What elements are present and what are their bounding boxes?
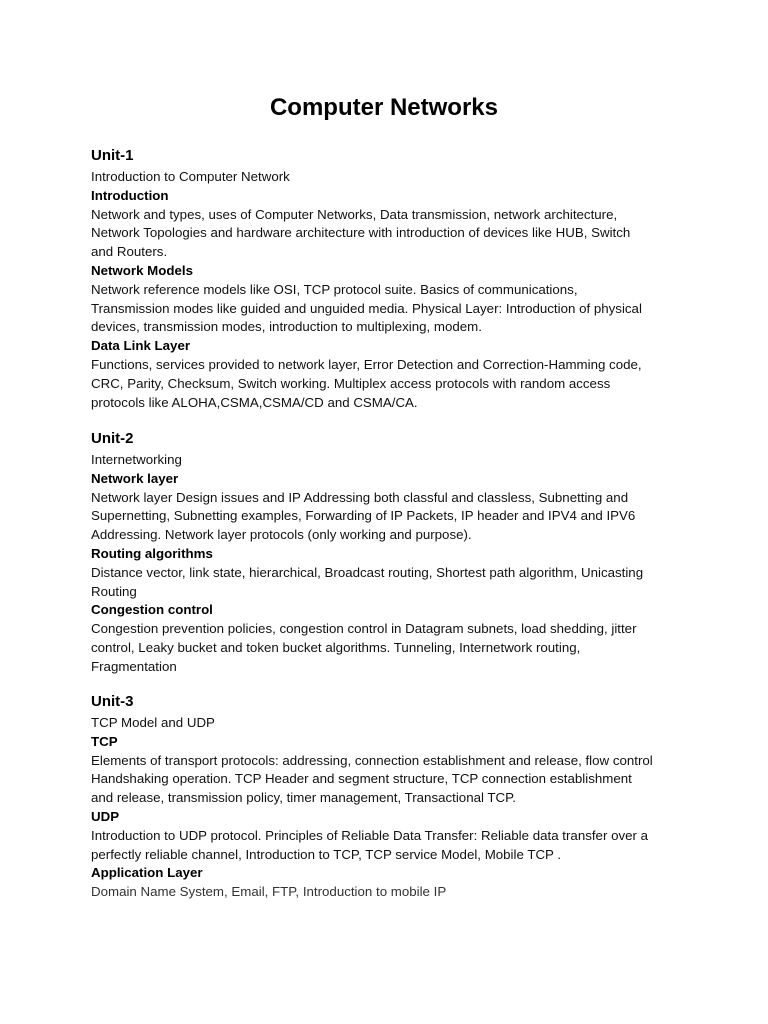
section-routing-algorithms-heading: Routing algorithms bbox=[91, 545, 213, 561]
section-introduction-heading: Introduction bbox=[91, 187, 169, 203]
section-data-link-layer-heading: Data Link Layer bbox=[91, 338, 191, 354]
unit-1-subtitle: Introduction to Computer Network bbox=[91, 169, 290, 184]
unit-1-heading: Unit-1 bbox=[91, 147, 134, 164]
section-udp-body: Introduction to UDP protocol. Principles of Reliable Data Transfer: Reliable data transfer over a perfectly reliable channel, Introduction to TCP, TCP service Model, Mobile TCP . bbox=[91, 827, 649, 862]
section-application-layer-body: Domain Name System, Email, FTP, Introduction to mobile IP bbox=[91, 884, 447, 900]
section-udp-heading: UDP bbox=[91, 808, 120, 824]
unit-3-heading: Unit-3 bbox=[91, 693, 134, 710]
page-title: Computer Networks bbox=[269, 94, 499, 121]
unit-2-subtitle: Internetworking bbox=[91, 452, 182, 467]
section-routing-algorithms-body: Distance vector, link state, hierarchical, Broadcast routing, Shortest path algorithm, Unicasting Routing bbox=[91, 564, 644, 599]
section-tcp-heading: TCP bbox=[91, 733, 118, 749]
unit-3-subtitle: TCP Model and UDP bbox=[91, 715, 215, 730]
section-data-link-layer-body: Functions, services provided to network layer, Error Detection and Correction-Hamming code, CRC, Parity, Checksum, Switch working. Multiplex access protocols with random access protocols like ALOHA,CSMA,CSMA/CD and CSMA/CA. bbox=[91, 356, 642, 410]
section-network-layer-body: Network layer Design issues and IP Addressing both classful and classless, Subnetting and Supernetting, Subnetting examples, Forwarding of IP Packets, IP header and IPV4 and IPV6 Addressing. Network layer protocols (only working and purpose). bbox=[91, 489, 636, 543]
section-network-models-heading: Network Models bbox=[91, 262, 193, 278]
unit-3-block bbox=[91, 692, 691, 902]
unit-2-heading: Unit-2 bbox=[91, 430, 134, 447]
unit-1-block bbox=[91, 146, 691, 412]
section-tcp-body: Elements of transport protocols: addressing, connection establishment and release, flow control Handshaking operation. TCP Header and segment structure, TCP connection establishment and release, transmission policy, timer management, Transactional TCP. bbox=[91, 752, 653, 806]
unit-2-block bbox=[91, 429, 691, 677]
section-congestion-control-heading: Congestion control bbox=[91, 602, 213, 618]
section-introduction-body: Network and types, uses of Computer Networks, Data transmission, network architecture, Network Topologies and hardware architecture with introduction of devices like HUB, Switch and Routers. bbox=[91, 206, 631, 260]
section-network-models-body: Network reference models like OSI, TCP protocol suite. Basics of communications, Transmission modes like guided and unguided media. Physical Layer: Introduction of physical devices, transmission modes, introduction to multiplexing, modem. bbox=[91, 281, 642, 335]
section-congestion-control-body: Congestion prevention policies, congestion control in Datagram subnets, load shedding, jitter control, Leaky bucket and token bucket algorithms. Tunneling, Internetwork routing, Fragmentation bbox=[91, 621, 637, 674]
section-network-layer-heading: Network layer bbox=[91, 470, 179, 486]
section-application-layer-heading: Application Layer bbox=[91, 865, 203, 881]
